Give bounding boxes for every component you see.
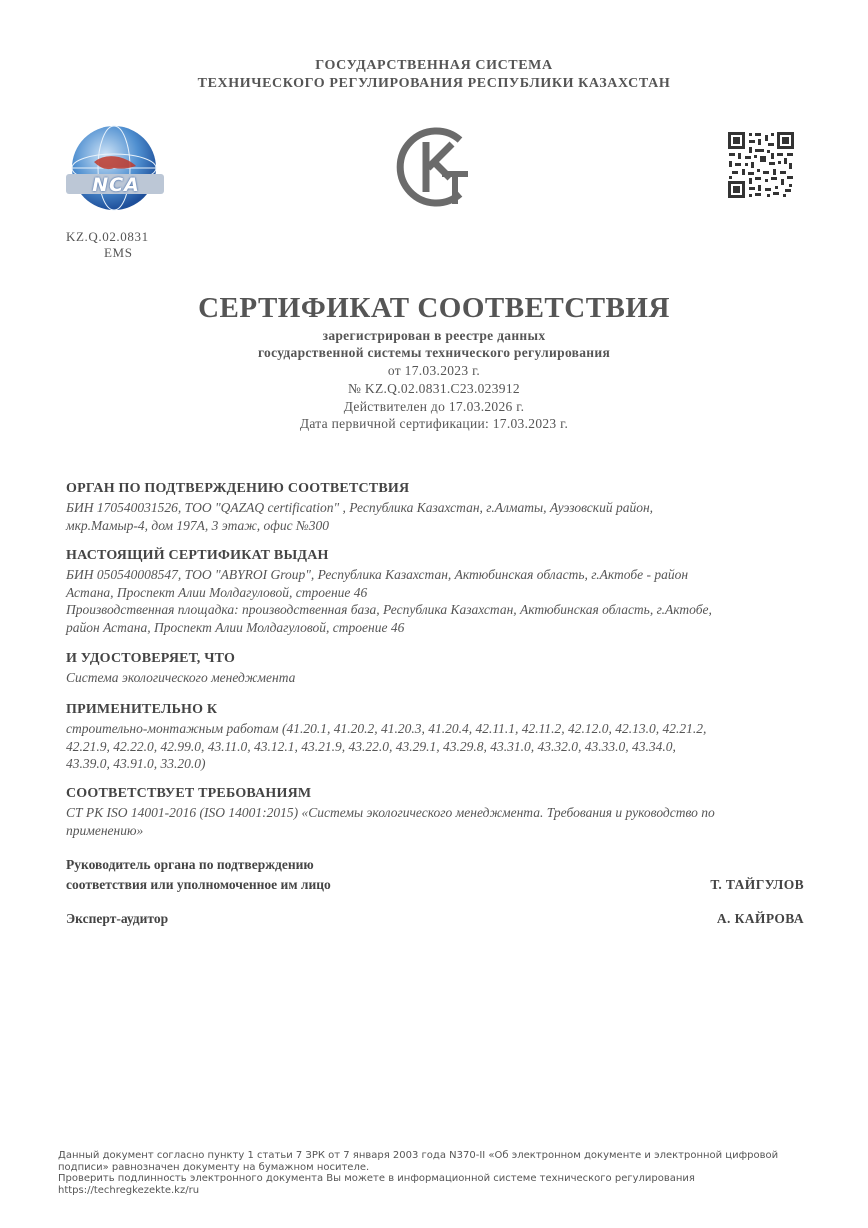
issued-to-line-1: БИН 050540008547, ТОО "ABYROI Group", Республика Казахстан, Актюбинская область, г.Актобе - район: [66, 567, 689, 582]
issued-to-line-2: Астана, Проспект Алии Молдагуловой, строение 46: [66, 584, 368, 600]
section-text-requirements: [66, 804, 806, 839]
section-heading-certifies: И УДОСТОВЕРЯЕТ, ЧТО: [66, 651, 236, 666]
body-line-2: мкр.Мамыр-4, дом 197А, 3 этаж, офис №300: [66, 517, 329, 533]
globe-icon: [64, 124, 168, 214]
footer-note: [58, 1150, 818, 1196]
registration-date: от 17.03.2023 г.: [387, 363, 481, 378]
issued-to-line-4: район Астана, Проспект Алии Молдагуловой, строение 46: [66, 619, 405, 635]
nca-logo-text: NCA: [92, 174, 140, 196]
center-emblem: [394, 126, 474, 208]
expert-auditor-name: А. КАЙРОВА: [716, 911, 804, 926]
accreditation-scheme: EMS: [104, 245, 133, 260]
applicable-line-1: строительно-монтажным работам (41.20.1, 41.20.2, 41.20.3, 41.20.4, 42.11.1, 42.11.2, 42.12.0, 42.13.0, 42.21.2,: [66, 721, 707, 736]
footer-line-1: Данный документ согласно пункту 1 статьи 7 ЗРК от 7 января 2003 года N370-II «Об электронном документе и электронной цифровой: [58, 1150, 779, 1161]
header-line-1: ГОСУДАРСТВЕННАЯ СИСТЕМА: [315, 58, 553, 73]
applicable-line-2: 42.21.9, 42.22.0, 42.99.0, 43.11.0, 43.12.1, 43.21.9, 43.22.0, 43.29.1, 43.29.8, 43.31.0, 43.32.0, 43.33.0, 43.34.0,: [66, 738, 676, 754]
registration-line-1: зарегистрирован в реестре данных: [322, 328, 546, 343]
accreditation-code: KZ.Q.02.0831: [66, 229, 149, 244]
requirements-line-1: СТ РК ISO 14001-2016 (ISO 14001:2015) «Системы экологического менеджмента. Требования и руководство по: [66, 805, 715, 820]
section-text-body: [66, 499, 806, 534]
header-line-2: ТЕХНИЧЕСКОГО РЕГУЛИРОВАНИЯ РЕСПУБЛИКИ КАЗАХСТАН: [197, 76, 671, 91]
section-heading-issued-to: НАСТОЯЩИЙ СЕРТИФИКАТ ВЫДАН: [66, 548, 329, 563]
certifies-line-1: Система экологического менеджмента: [66, 670, 296, 685]
section-text-certifies: [66, 669, 806, 687]
head-signatory-name: Т. ТАЙГУЛОВ: [710, 877, 804, 892]
certificate-number: № KZ.Q.02.0831.С23.023912: [348, 381, 520, 396]
requirements-line-2: применению»: [66, 822, 144, 838]
qr-code: [727, 131, 795, 199]
footer-line-2: подписи» равнозначен документу на бумажном носителе.: [58, 1161, 370, 1173]
footer-line-3: Проверить подлинность электронного документа Вы можете в информационной системе технического регулирования: [58, 1173, 695, 1184]
expert-auditor-label: Эксперт-аудитор: [66, 911, 169, 926]
registration-line-2: государственной системы технического регулирования: [257, 345, 611, 360]
head-signatory-label-2: соответствия или уполномоченное им лицо: [66, 877, 331, 892]
head-signatory-label-1: Руководитель органа по подтверждению: [66, 857, 314, 872]
issued-to-line-3: Производственная площадка: производственная база, Республика Казахстан, Актюбинская область, г.Актобе,: [66, 602, 712, 617]
kt-emblem-icon: [394, 126, 474, 208]
first-certification-date: Дата первичной сертификации: 17.03.2023 г.: [299, 416, 569, 431]
section-heading-body: ОРГАН ПО ПОДТВЕРЖДЕНИЮ СООТВЕТСТВИЯ: [66, 481, 410, 496]
body-line-1: БИН 170540031526, ТОО "QAZAQ certification" , Республика Казахстан, г.Алматы, Ауэзовский район,: [66, 500, 654, 515]
section-text-issued-to: [66, 566, 806, 636]
section-heading-requirements: СООТВЕТСТВУЕТ ТРЕБОВАНИЯМ: [66, 786, 312, 801]
qr-code-icon: [727, 131, 795, 199]
section-heading-applicable: ПРИМЕНИТЕЛЬНО К: [66, 702, 218, 717]
applicable-line-3: 43.39.0, 43.91.0, 33.20.0): [66, 756, 206, 771]
footer-verification-link[interactable]: https://techregkezekte.kz/ru: [58, 1184, 200, 1196]
document-title: СЕРТИФИКАТ СООТВЕТСТВИЯ: [198, 292, 670, 324]
nca-logo: [64, 124, 168, 214]
valid-until: Действителен до 17.03.2026 г.: [343, 399, 525, 414]
section-text-applicable: [66, 720, 806, 773]
